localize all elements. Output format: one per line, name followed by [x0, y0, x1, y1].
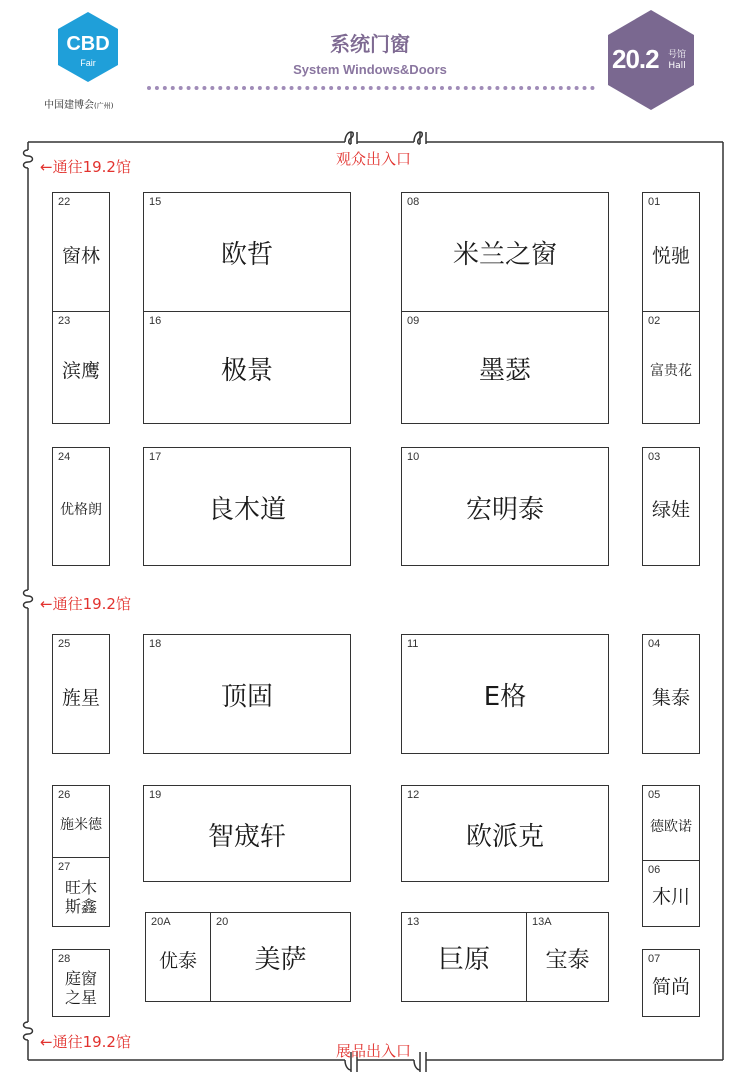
- to-hall-19-2-bottom: ←通往19.2馆: [40, 1033, 131, 1051]
- booth-06[interactable]: [642, 860, 700, 927]
- page-subtitle: System Windows&Doors: [293, 62, 447, 77]
- booth-exhibitor: 墨瑟: [478, 355, 531, 386]
- booth-number: 20A: [151, 916, 171, 928]
- booth-number: 26: [58, 789, 71, 801]
- booth-number: 15: [149, 196, 162, 208]
- booth-15[interactable]: [143, 192, 351, 312]
- logo-org-name: 中国建博会: [44, 100, 94, 111]
- booth-exhibitor: 德欧诺: [650, 818, 692, 835]
- booth-10[interactable]: [401, 447, 609, 566]
- booth-18[interactable]: [143, 634, 351, 754]
- booth-13a[interactable]: [526, 912, 609, 1002]
- booth-number: 24: [58, 451, 71, 463]
- booth-exhibitor: 宝泰: [545, 947, 590, 973]
- booth-number: 20: [216, 916, 229, 928]
- hall-suffix-en: Hall: [668, 61, 686, 71]
- exhibit-entrance-label: 展品出入口: [336, 1042, 412, 1060]
- booth-number: 22: [58, 196, 71, 208]
- booth-03[interactable]: [642, 447, 700, 566]
- booth-exhibitor: 庭窗之星: [64, 968, 97, 1007]
- booth-25[interactable]: [52, 634, 110, 754]
- booth-number: 13: [407, 916, 420, 928]
- booth-number: 05: [648, 789, 661, 801]
- booth-27[interactable]: [52, 857, 110, 927]
- booth-23[interactable]: [52, 311, 110, 424]
- booth-number: 01: [648, 196, 661, 208]
- logo-city: (广州): [94, 102, 114, 110]
- booth-22[interactable]: [52, 192, 110, 312]
- booth-exhibitor: 优格朗: [60, 502, 102, 519]
- booth-exhibitor: 悦驰: [651, 244, 690, 267]
- booth-number: 12: [407, 789, 420, 801]
- booth-05[interactable]: [642, 785, 700, 861]
- booth-exhibitor: 绿娃: [651, 499, 690, 522]
- booth-04[interactable]: [642, 634, 700, 754]
- logo-fair-text: Fair: [80, 58, 96, 68]
- booth-number: 25: [58, 638, 71, 650]
- booth-number: 16: [149, 315, 162, 327]
- booth-16[interactable]: [143, 311, 351, 424]
- booth-exhibitor: E格: [483, 682, 527, 713]
- booth-19[interactable]: [143, 785, 351, 882]
- booth-number: 07: [648, 953, 661, 965]
- booth-number: 17: [149, 451, 162, 463]
- booth-number: 08: [407, 196, 420, 208]
- booth-exhibitor: 旺木斯鑫: [64, 877, 97, 916]
- booth-exhibitor: 顶固: [220, 682, 273, 713]
- booth-number: 11: [407, 638, 419, 650]
- booth-13[interactable]: [401, 912, 527, 1002]
- booth-12[interactable]: [401, 785, 609, 882]
- booth-number: 06: [648, 864, 661, 876]
- booth-number: 09: [407, 315, 420, 327]
- booth-exhibitor: 集泰: [651, 686, 690, 709]
- booth-exhibitor: 宏明泰: [465, 494, 544, 525]
- booth-number: 10: [407, 451, 420, 463]
- booth-exhibitor: 欧哲: [220, 240, 273, 271]
- booth-exhibitor: 极景: [220, 355, 273, 386]
- booth-09[interactable]: [401, 311, 609, 424]
- booth-exhibitor: 施米德: [60, 817, 102, 834]
- booth-07[interactable]: [642, 949, 700, 1017]
- visitor-entrance-label: 观众出入口: [336, 150, 412, 168]
- booth-number: 02: [648, 315, 661, 327]
- booth-number: 03: [648, 451, 661, 463]
- booth-exhibitor: 巨原: [437, 945, 490, 976]
- booth-exhibitor: 优泰: [158, 949, 197, 972]
- booth-28[interactable]: [52, 949, 110, 1017]
- booth-number: 18: [149, 638, 162, 650]
- booth-exhibitor: 滨鹰: [61, 360, 100, 383]
- logo-text: CBD: [66, 33, 110, 55]
- booth-exhibitor: 窗林: [61, 244, 100, 267]
- booth-number: 13A: [532, 916, 552, 928]
- booth-exhibitor: 米兰之窗: [452, 240, 557, 271]
- hall-number: 20.2: [612, 44, 659, 74]
- booth-number: 23: [58, 315, 71, 327]
- booth-exhibitor: 良木道: [207, 494, 286, 525]
- booth-exhibitor: 木川: [651, 886, 690, 909]
- booth-exhibitor: 富贵花: [650, 363, 692, 380]
- booth-20[interactable]: [210, 912, 351, 1002]
- page-title: 系统门窗: [330, 32, 410, 56]
- booth-exhibitor: 旌星: [61, 686, 100, 709]
- booth-20a[interactable]: [145, 912, 211, 1002]
- booth-02[interactable]: [642, 311, 700, 424]
- to-hall-19-2-top: ←通往19.2馆: [40, 158, 131, 176]
- to-hall-19-2-middle: ←通往19.2馆: [40, 595, 131, 613]
- booth-number: 19: [149, 789, 162, 801]
- booth-08[interactable]: [401, 192, 609, 312]
- booth-exhibitor: 美萨: [254, 945, 307, 976]
- booth-number: 28: [58, 953, 71, 965]
- booth-exhibitor: 简尚: [651, 975, 690, 998]
- booth-number: 04: [648, 638, 661, 650]
- booth-01[interactable]: [642, 192, 700, 312]
- booth-17[interactable]: [143, 447, 351, 566]
- booth-exhibitor: 智宬轩: [207, 821, 286, 852]
- booth-11[interactable]: [401, 634, 609, 754]
- booth-exhibitor: 欧派克: [465, 821, 544, 852]
- booth-24[interactable]: [52, 447, 110, 566]
- booth-26[interactable]: [52, 785, 110, 858]
- booth-number: 27: [58, 861, 71, 873]
- hall-suffix-cn: 号馆: [668, 50, 687, 60]
